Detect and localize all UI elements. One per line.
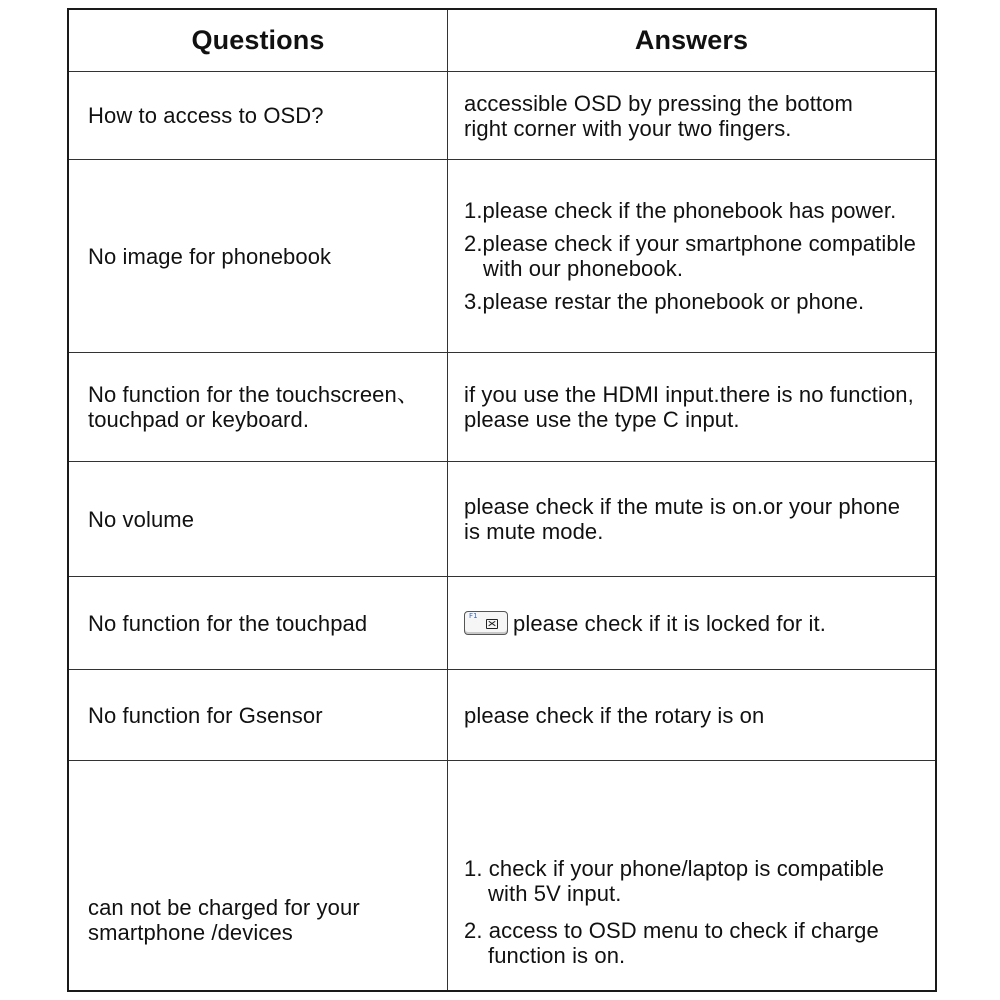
answer-item-text: 2.please check if your smartphone compatible — [464, 231, 916, 256]
answer-item — [464, 918, 884, 968]
question-text: No function for the touchpad — [88, 610, 368, 636]
faq-table — [67, 8, 937, 992]
question-text: No image for phonebook — [88, 243, 332, 269]
question-no-touch-function — [69, 353, 448, 462]
answer-item-continuation: with 5V input. — [488, 881, 622, 906]
answer-line: please check if it is locked for it. — [513, 610, 826, 636]
answer-no-touch-function — [448, 353, 935, 462]
question-no-touchpad — [69, 577, 448, 670]
answer-list — [464, 850, 884, 974]
question-text: No volume — [88, 506, 195, 532]
touchpad-off-glyph — [486, 619, 498, 629]
question-cannot-charge — [69, 761, 448, 990]
question-text: No function for the touchscreen、 — [88, 382, 419, 407]
answer-no-gsensor — [448, 670, 935, 761]
answer-item — [464, 231, 916, 281]
key-label: F1 — [469, 612, 478, 620]
answer-line: accessible OSD by pressing the bottom — [464, 90, 853, 116]
answer-line: if you use the HDMI input.there is no function, — [464, 382, 914, 407]
answer-item-text: 1. check if your phone/laptop is compatible — [464, 856, 885, 881]
question-text: smartphone /devices — [88, 920, 293, 945]
answer-item-text: 1.please check if the phonebook has power. — [464, 198, 897, 223]
answer-line: right corner with your two fingers. — [464, 115, 792, 141]
question-no-image — [69, 160, 448, 353]
answer-item-continuation: with our phonebook. — [483, 256, 684, 281]
question-no-gsensor — [69, 670, 448, 761]
question-access-osd — [69, 72, 448, 160]
question-text: touchpad or keyboard. — [88, 407, 310, 432]
question-no-volume — [69, 462, 448, 577]
answer-cannot-charge — [448, 761, 935, 990]
question-text: No function for Gsensor — [88, 702, 323, 728]
answer-item — [464, 289, 916, 314]
answer-no-image — [448, 160, 935, 353]
answer-item — [464, 198, 916, 223]
question-text: How to access to OSD? — [88, 103, 324, 128]
question-text: can not be charged for your — [88, 895, 360, 920]
touchpad-lock-key-icon — [464, 611, 508, 635]
answer-item-continuation: function is on. — [488, 943, 626, 968]
answer-line: please check if the rotary is on — [464, 702, 765, 728]
questions-header: Questions — [69, 10, 448, 72]
answer-access-osd — [448, 72, 935, 160]
answer-item-text: 3.please restar the phonebook or phone. — [464, 289, 865, 314]
answers-header: Answers — [448, 10, 935, 72]
answer-item-text: 2. access to OSD menu to check if charge — [464, 918, 879, 943]
answer-line: please check if the mute is on.or your phone — [464, 494, 901, 519]
answer-no-touchpad — [448, 577, 935, 670]
answer-no-volume — [448, 462, 935, 577]
answer-line: please use the type C input. — [464, 407, 740, 432]
answer-line: is mute mode. — [464, 519, 604, 544]
answer-item — [464, 856, 884, 906]
answer-list — [464, 194, 916, 318]
